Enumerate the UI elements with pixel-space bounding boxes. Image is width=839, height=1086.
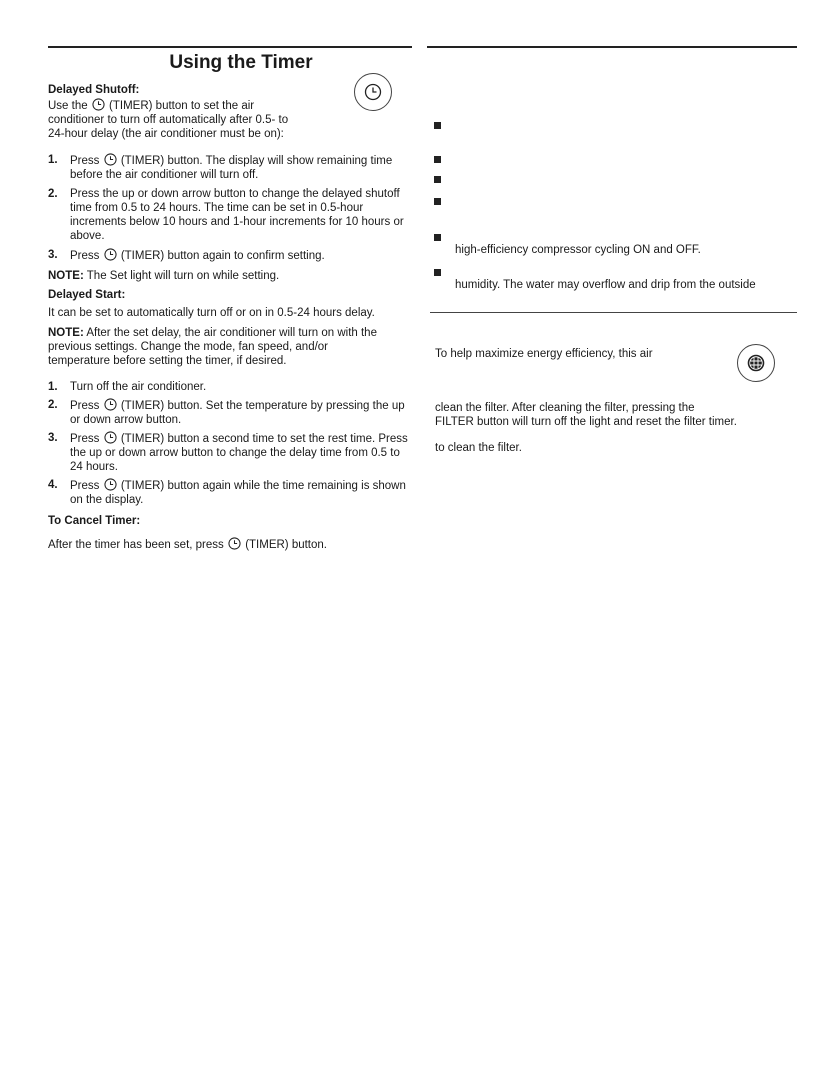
- filter-text-line1: To help maximize energy efficiency, this air: [435, 348, 653, 360]
- cancel-timer-section: [48, 515, 412, 552]
- right-top-rule: [427, 46, 797, 48]
- bullet-icon: [434, 122, 441, 129]
- cancel-timer-heading: To Cancel Timer:: [48, 515, 141, 527]
- clock-icon: [92, 98, 105, 111]
- delayed-start-steps: [48, 380, 412, 507]
- bullet-text: high-efficiency compressor cycling ON and OFF.: [455, 244, 701, 256]
- list-item: 2. Press the up or down arrow button to change the delayed shutoff time from 0.5 to 24 hours. The time can be set in 0.5-hour increments below 10 hours and 1-hour increments for 10 hours or above.: [48, 188, 404, 242]
- delayed-start-heading: Delayed Start:: [48, 289, 126, 301]
- clock-icon: [104, 248, 117, 261]
- list-item: 3. Press (TIMER) button a second time to set the rest time. Press the up or down arrow button to change the delay time from 0.5 to 24 hours.: [48, 432, 408, 473]
- clock-icon: [228, 537, 241, 550]
- delayed-start-note: NOTE: After the set delay, the air conditioner will turn on with the previous settings. Change the mode, fan speed, and/or temperature before setting the timer, if desired.: [48, 327, 377, 367]
- delayed-shutoff-note: NOTE: The Set light will turn on while setting.: [48, 270, 280, 282]
- filter-text-line4: to clean the filter.: [435, 442, 522, 454]
- bullet-icon: [434, 198, 441, 205]
- list-item: 3. Press (TIMER) button again to confirm setting.: [48, 249, 325, 262]
- cancel-timer-text: After the timer has been set, press (TIMER) button.: [48, 539, 327, 551]
- delayed-shutoff-section: [48, 84, 412, 283]
- list-item: 1. Turn off the air conditioner.: [48, 381, 207, 393]
- section-divider: [430, 312, 797, 313]
- delayed-shutoff-heading: Delayed Shutoff:: [48, 84, 140, 96]
- page-title: Using the Timer: [169, 52, 313, 73]
- bullet-text: humidity. The water may overflow and drip from the outside: [455, 279, 756, 291]
- left-column: [48, 46, 412, 552]
- timer-clock-icon: [354, 73, 392, 111]
- list-item: 1. Press (TIMER) button. The display will show remaining time before the air conditioner will turn off.: [48, 154, 393, 181]
- delayed-shutoff-steps: [48, 153, 412, 263]
- list-item: 4. Press (TIMER) button again while the time remaining is shown on the display.: [48, 479, 406, 506]
- list-item: 2. Press (TIMER) button. Set the temperature by pressing the up or down arrow button.: [48, 399, 405, 426]
- clock-icon: [104, 153, 117, 166]
- filter-globe-icon: [737, 344, 775, 382]
- delayed-start-section: [48, 289, 412, 507]
- bullet-icon: [434, 156, 441, 163]
- delayed-shutoff-intro: Use the (TIMER) button to set the air conditioner to turn off automatically after 0.5- to 24-hour delay (the air conditioner must be on):: [48, 100, 289, 140]
- bullet-icon: [434, 269, 441, 276]
- bullet-icon: [434, 234, 441, 241]
- filter-text-line2: clean the filter. After cleaning the filter, pressing the: [435, 402, 695, 414]
- delayed-start-intro: It can be set to automatically turn off or on in 0.5-24 hours delay.: [48, 307, 375, 319]
- clock-icon: [104, 398, 117, 411]
- filter-text-line3: FILTER button will turn off the light and reset the filter timer.: [435, 416, 737, 428]
- clock-icon: [104, 478, 117, 491]
- clock-icon: [104, 431, 117, 444]
- right-column: [427, 46, 797, 466]
- bullet-icon: [434, 176, 441, 183]
- title-rule: [48, 46, 412, 48]
